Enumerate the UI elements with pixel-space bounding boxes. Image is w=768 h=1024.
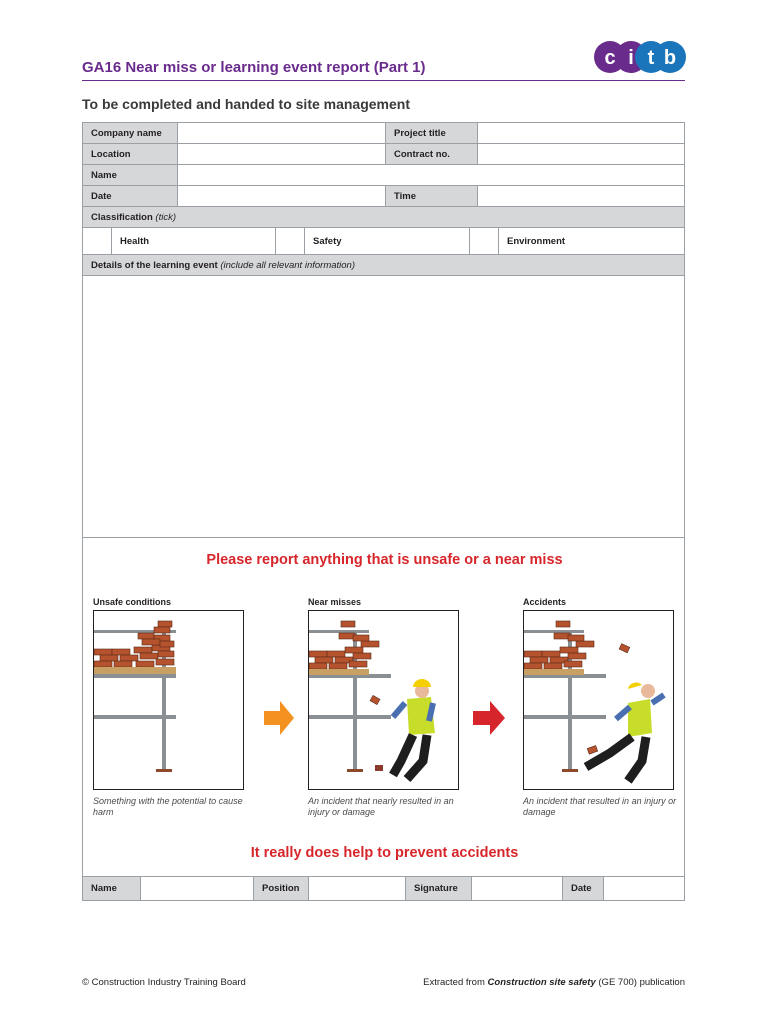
- safety-tickbox[interactable]: [276, 228, 305, 255]
- contract-no-label: Contract no.: [386, 144, 478, 165]
- sign-name-field[interactable]: [141, 877, 254, 900]
- page-title: GA16 Near miss or learning event report (Part 1): [82, 59, 426, 76]
- svg-text:i: i: [628, 47, 634, 69]
- details-note: (include all relevant information): [220, 259, 355, 271]
- classification-note: (tick): [155, 211, 176, 223]
- unsafe-conditions-label: Unsafe conditions: [93, 597, 172, 607]
- accidents-label: Accidents: [523, 597, 567, 607]
- company-name-field[interactable]: [178, 123, 386, 144]
- name-field[interactable]: [178, 165, 684, 186]
- signature-row: [82, 876, 685, 901]
- classification-header: [83, 207, 684, 228]
- citb-logo: [594, 39, 686, 75]
- brick-stack-icon: [94, 621, 174, 667]
- health-tickbox[interactable]: [83, 228, 112, 255]
- accidents-image: [523, 610, 674, 790]
- svg-text:c: c: [604, 47, 616, 69]
- health-option-label: Health: [112, 228, 276, 255]
- details-label: Details of the learning event: [91, 259, 218, 271]
- sign-name-label: Name: [83, 877, 141, 900]
- orange-arrow-icon: [264, 701, 294, 735]
- injured-worker-icon: [586, 683, 664, 781]
- near-misses-image: [308, 610, 459, 790]
- name-label: Name: [83, 165, 178, 186]
- brick-stack-icon: [524, 621, 630, 754]
- signature-field[interactable]: [472, 877, 563, 900]
- classification-label: Classification: [91, 211, 153, 223]
- report-form: [82, 122, 685, 538]
- copyright-footer: © Construction Industry Training Board: [82, 977, 246, 988]
- location-field[interactable]: [178, 144, 386, 165]
- safety-option-label: Safety: [305, 228, 470, 255]
- contract-no-field[interactable]: [478, 144, 684, 165]
- unsafe-conditions-caption: Something with the potential to cause harm: [93, 796, 243, 817]
- red-arrow-icon: [473, 701, 505, 735]
- brick-stack-icon: [309, 621, 380, 705]
- near-misses-label: Near misses: [308, 597, 362, 607]
- signature-label: Signature: [406, 877, 472, 900]
- environment-tickbox[interactable]: [470, 228, 499, 255]
- subtitle: To be completed and handed to site management: [82, 96, 411, 112]
- sign-date-label: Date: [563, 877, 604, 900]
- location-label: Location: [83, 144, 178, 165]
- environment-option-label: Environment: [499, 228, 684, 255]
- project-title-field[interactable]: [478, 123, 684, 144]
- svg-text:b: b: [663, 47, 677, 69]
- publication-footer: [423, 977, 685, 988]
- illustration-section: [82, 538, 685, 877]
- details-textarea[interactable]: [83, 276, 684, 537]
- position-label: Position: [254, 877, 309, 900]
- footer-title: Construction site safety: [487, 977, 596, 988]
- near-misses-caption: An incident that nearly resulted in an injury or damage: [308, 796, 454, 817]
- accidents-caption: An incident that resulted in an injury or damage: [523, 796, 677, 817]
- svg-text:t: t: [647, 47, 655, 69]
- company-name-label: Company name: [83, 123, 178, 144]
- date-field[interactable]: [178, 186, 386, 207]
- footer-prefix: Extracted from: [423, 977, 488, 988]
- prevent-accidents-heading: It really does help to prevent accidents: [250, 845, 519, 861]
- footer-suffix: (GE 700) publication: [595, 977, 685, 988]
- worker-icon: [375, 679, 435, 779]
- date-label: Date: [83, 186, 178, 207]
- unsafe-conditions-image: [93, 610, 244, 790]
- details-header: [83, 255, 684, 276]
- project-title-label: Project title: [386, 123, 478, 144]
- title-divider: [82, 80, 685, 81]
- time-field[interactable]: [478, 186, 684, 207]
- time-label: Time: [386, 186, 478, 207]
- report-heading: Please report anything that is unsafe or a near miss: [206, 552, 563, 568]
- position-field[interactable]: [309, 877, 406, 900]
- sign-date-field[interactable]: [604, 877, 684, 900]
